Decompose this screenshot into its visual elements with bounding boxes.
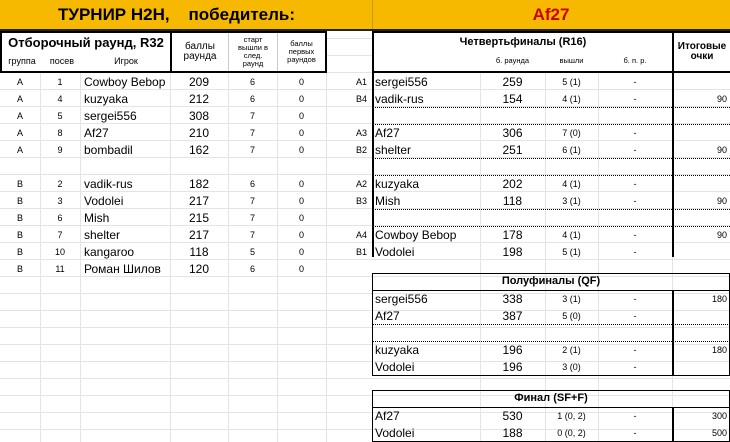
semifinals-row [0, 341, 730, 358]
semifinals-row [0, 290, 730, 307]
prev-points: - [633, 344, 637, 355]
final-title: Финал (SF+F) [373, 391, 729, 408]
col-seed: посев [49, 55, 75, 66]
advanced-count: 4 (1) [562, 178, 581, 189]
round-points: 212 [188, 91, 210, 106]
seed-cell: 1 [57, 76, 63, 87]
advanced-count: 5 [249, 246, 255, 257]
slot-label: A4 [356, 229, 368, 240]
player-name: kuzyaka [84, 91, 129, 106]
prev-points: - [633, 127, 637, 138]
round-points: 118 [189, 244, 209, 259]
player-name: kuzyaka [375, 176, 420, 191]
seed-cell: 2 [57, 178, 63, 189]
seed-cell: 5 [57, 110, 63, 121]
col-player: Игрок [114, 55, 138, 66]
first-round-points: 0 [298, 246, 304, 257]
round-points: 202 [502, 176, 523, 191]
advanced-count: 7 [249, 110, 255, 121]
player-name: vadik-rus [84, 176, 133, 191]
round-points: 198 [502, 244, 523, 259]
first-round-points: 0 [298, 229, 304, 240]
qualifying-title: Отборочный раунд, R32 [8, 34, 164, 50]
total-points: 90 [716, 144, 727, 155]
group-cell: A [16, 76, 23, 87]
qualifying-header [0, 31, 327, 73]
round-points: 188 [502, 425, 523, 440]
quarterfinals-header [372, 31, 730, 73]
round-points: 217 [188, 227, 210, 242]
quarterfinals-row [0, 243, 730, 260]
qualifying-row [0, 209, 730, 226]
advanced-count: 4 (1) [562, 229, 581, 240]
prev-points: - [633, 93, 637, 104]
group-cell: B [16, 178, 23, 189]
advanced-count: 7 (0) [562, 127, 581, 138]
player-name: sergei556 [84, 108, 137, 123]
col-total-points: Итоговые очки [672, 33, 730, 71]
total-points: 300 [711, 410, 727, 421]
quarterfinals-row [0, 226, 730, 243]
round-points: 259 [502, 74, 523, 89]
advanced-count: 7 [249, 229, 255, 240]
advanced-count: 2 (1) [562, 344, 581, 355]
col-first-round-points: баллы первых раундов [277, 33, 325, 71]
col-qf-prev-points: б. п. р. [623, 56, 647, 66]
first-round-points: 0 [298, 127, 304, 138]
round-points: 209 [188, 74, 210, 89]
quarterfinals-row [0, 175, 730, 192]
col-group: группа [8, 55, 36, 66]
prev-points: - [633, 195, 637, 206]
advanced-count: 7 [249, 127, 255, 138]
advanced-count: 7 [249, 144, 255, 155]
prev-points: - [633, 310, 637, 321]
advanced-count: 6 (1) [562, 144, 581, 155]
group-cell: B [16, 246, 23, 257]
player-name: Af27 [375, 125, 400, 140]
advanced-count: 3 (1) [562, 293, 581, 304]
slot-label: B2 [356, 144, 368, 155]
round-points: 182 [188, 176, 210, 191]
first-round-points: 0 [298, 212, 304, 223]
prev-points: - [633, 229, 637, 240]
final-row [0, 424, 730, 441]
tournament-title: ТУРНИР H2H, победитель: [58, 5, 296, 24]
total-points: 180 [711, 344, 727, 355]
round-points: 530 [502, 408, 523, 423]
slot-label: A1 [356, 76, 368, 87]
col-qf-round-points: б. раунда [495, 56, 530, 66]
player-name: Vodolei [375, 425, 415, 440]
total-points: 90 [716, 229, 727, 240]
qualifying-row [0, 260, 730, 277]
player-name: kangaroo [84, 244, 135, 259]
first-round-points: 0 [298, 263, 304, 274]
advanced-count: 6 [249, 263, 255, 274]
quarterfinals-row [0, 192, 730, 209]
total-points: 90 [716, 93, 727, 104]
player-name: kuzyaka [375, 342, 420, 357]
advanced-count: 3 (0) [562, 361, 581, 372]
player-name: bombadil [84, 142, 133, 157]
group-cell: B [16, 229, 23, 240]
final-row [0, 407, 730, 424]
col-round-points: баллы раунда [170, 33, 228, 71]
advanced-count: 1 (0, 2) [557, 410, 586, 421]
slot-label: A3 [356, 127, 368, 138]
player-name: Роман Шилов [84, 261, 161, 276]
round-points: 178 [502, 227, 523, 242]
player-name: Vodolei [375, 359, 415, 374]
round-points: 338 [502, 291, 523, 306]
player-name: Mish [375, 193, 401, 208]
prev-points: - [633, 246, 637, 257]
quarterfinals-row [0, 124, 730, 141]
player-name: sergei556 [375, 74, 428, 89]
round-points: 162 [188, 142, 210, 157]
quarterfinals-row [0, 141, 730, 158]
player-name: Af27 [375, 308, 400, 323]
player-name: Af27 [84, 125, 109, 140]
prev-points: - [633, 293, 637, 304]
slot-label: A2 [356, 178, 368, 189]
advanced-count: 6 [249, 93, 255, 104]
seed-cell: 6 [57, 212, 63, 223]
round-points: 196 [502, 342, 523, 357]
prev-points: - [633, 144, 637, 155]
player-name: shelter [375, 142, 412, 157]
player-name: vadik-rus [375, 91, 424, 106]
prev-points: - [633, 76, 637, 87]
slot-label: B3 [356, 195, 368, 206]
round-points: 308 [188, 108, 210, 123]
seed-cell: 8 [57, 127, 63, 138]
player-name: Vodolei [375, 244, 415, 259]
prev-points: - [633, 410, 637, 421]
group-cell: A [16, 93, 23, 104]
prev-points: - [633, 427, 637, 438]
round-points: 118 [502, 193, 523, 208]
group-cell: A [16, 110, 23, 121]
quarterfinals-row [0, 90, 730, 107]
semifinals-row [0, 358, 730, 375]
round-points: 215 [188, 210, 210, 225]
col-advanced: старт вышли в след. раунд [228, 33, 277, 71]
advanced-count: 5 (0) [562, 310, 581, 321]
advanced-count: 3 (1) [562, 195, 581, 206]
round-points: 120 [188, 261, 210, 276]
player-name: Vodolei [84, 193, 124, 208]
group-cell: A [16, 127, 23, 138]
group-cell: B [16, 212, 23, 223]
prev-points: - [633, 361, 637, 372]
seed-cell: 10 [54, 246, 65, 257]
advanced-count: 6 [249, 178, 255, 189]
advanced-count: 5 (1) [562, 76, 581, 87]
round-points: 217 [188, 193, 210, 208]
first-round-points: 0 [298, 76, 304, 87]
winner-name: Af27 [532, 5, 570, 24]
player-name: sergei556 [375, 291, 428, 306]
seed-cell: 11 [55, 263, 65, 274]
quarterfinals-title: Четвертьфиналы (R16) [459, 35, 587, 48]
qualifying-row [0, 107, 730, 124]
quarterfinals-row [0, 73, 730, 90]
total-points: 500 [711, 427, 727, 438]
advanced-count: 4 (1) [562, 93, 581, 104]
first-round-points: 0 [298, 144, 304, 155]
player-name: Af27 [375, 408, 400, 423]
advanced-count: 7 [249, 195, 255, 206]
seed-cell: 7 [57, 229, 63, 240]
semifinals-title: Полуфиналы (QF) [373, 274, 729, 291]
seed-cell: 4 [57, 93, 63, 104]
total-points: 90 [716, 195, 727, 206]
group-cell: B [16, 263, 23, 274]
round-points: 387 [502, 308, 523, 323]
first-round-points: 0 [298, 110, 304, 121]
player-name: shelter [84, 227, 121, 242]
first-round-points: 0 [298, 93, 304, 104]
advanced-count: 7 [249, 212, 255, 223]
slot-label: B4 [356, 93, 368, 104]
advanced-count: 0 (0, 2) [557, 427, 586, 438]
advanced-count: 6 [249, 76, 255, 87]
prev-points: - [633, 178, 637, 189]
seed-cell: 3 [57, 195, 63, 206]
group-cell: A [16, 144, 23, 155]
total-points: 180 [711, 293, 727, 304]
group-cell: B [16, 195, 23, 206]
semifinals-row [0, 307, 730, 324]
advanced-count: 5 (1) [562, 246, 581, 257]
round-points: 196 [502, 359, 523, 374]
round-points: 154 [502, 91, 523, 106]
round-points: 306 [502, 125, 523, 140]
slot-label: B1 [356, 246, 368, 257]
col-qf-advanced: вышли [559, 56, 584, 66]
seed-cell: 9 [57, 144, 63, 155]
player-name: Cowboy Bebop [84, 74, 166, 89]
round-points: 210 [188, 125, 210, 140]
first-round-points: 0 [298, 178, 304, 189]
round-points: 251 [502, 142, 523, 157]
title-bar [0, 0, 730, 31]
player-name: Mish [84, 210, 110, 225]
first-round-points: 0 [298, 195, 304, 206]
player-name: Cowboy Bebop [375, 227, 457, 242]
